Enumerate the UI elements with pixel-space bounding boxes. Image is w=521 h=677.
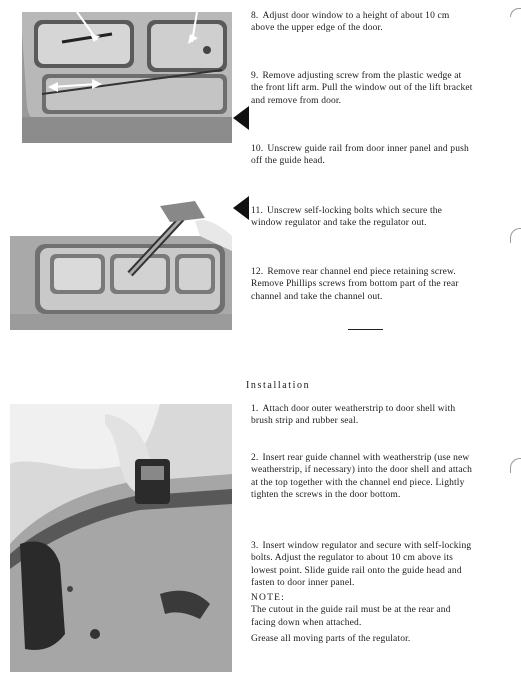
- page-edge-mark: [510, 458, 521, 473]
- photo-guide-channel-install: [10, 404, 232, 672]
- left-pointer-arrow: [233, 196, 249, 220]
- step-number: 11.: [251, 206, 263, 216]
- step-number: 12.: [251, 267, 264, 277]
- installation-heading: Installation: [246, 380, 311, 391]
- install-step-2: [251, 452, 473, 501]
- step-number: 9.: [251, 71, 259, 81]
- guide-channel-illustration: [10, 404, 232, 672]
- left-pointer-arrow: [233, 106, 249, 130]
- regulator-illustration: [10, 196, 232, 330]
- install-step-3: [251, 540, 473, 645]
- page-edge-mark: [510, 8, 521, 17]
- install-step-1: [251, 403, 473, 428]
- note-label: NOTE:: [251, 593, 285, 604]
- step-text: Unscrew self-locking bolts which secure the window regulator and take the regulator out.: [251, 206, 443, 229]
- step-text: Insert rear guide channel with weatherstrip (use new weatherstrip, if necessary) into the door shell and attach at the top together with the channel end piece. Lightly tighten the screws in the door bottom.: [251, 453, 473, 500]
- step-text: Remove adjusting screw from the plastic wedge at the front lift arm. Pull the window out of the lift bracket and remove from door.: [251, 71, 473, 106]
- step-8: [251, 10, 473, 35]
- grease-text: Grease all moving parts of the regulator.: [251, 634, 411, 645]
- step-11: [251, 205, 473, 230]
- step-number: 8.: [251, 11, 259, 21]
- step-text: Insert window regulator and secure with self-locking bolts. Adjust the regulator to about 10 cm above its lowest point. Slide guide rail onto the guide head and fasten to door inner panel.: [251, 541, 472, 588]
- step-9: [251, 70, 473, 107]
- step-12: [251, 266, 473, 303]
- step-number: 1.: [251, 404, 259, 414]
- step-text: Remove rear channel end piece retaining screw. Remove Phillips screws from bottom part of the rear channel and take the channel out.: [251, 267, 459, 302]
- note-text: The cutout in the guide rail must be at the rear and facing down when attached.: [251, 605, 451, 628]
- photo-door-inner-panel: [22, 12, 232, 143]
- photo-regulator-removal: [10, 196, 232, 330]
- page-edge-mark: [510, 228, 521, 243]
- step-10: [251, 143, 473, 168]
- step-number: 10.: [251, 144, 264, 154]
- step-text: Unscrew guide rail from door inner panel and push off the guide head.: [251, 144, 469, 167]
- step-text: Adjust door window to a height of about 10 cm above the upper edge of the door.: [251, 11, 450, 34]
- step-number: 2.: [251, 453, 259, 463]
- step-number: 3.: [251, 541, 259, 551]
- step-text: Attach door outer weatherstrip to door shell with brush strip and rubber seal.: [251, 404, 456, 427]
- door-panel-illustration: [22, 12, 232, 143]
- section-divider: [348, 329, 383, 330]
